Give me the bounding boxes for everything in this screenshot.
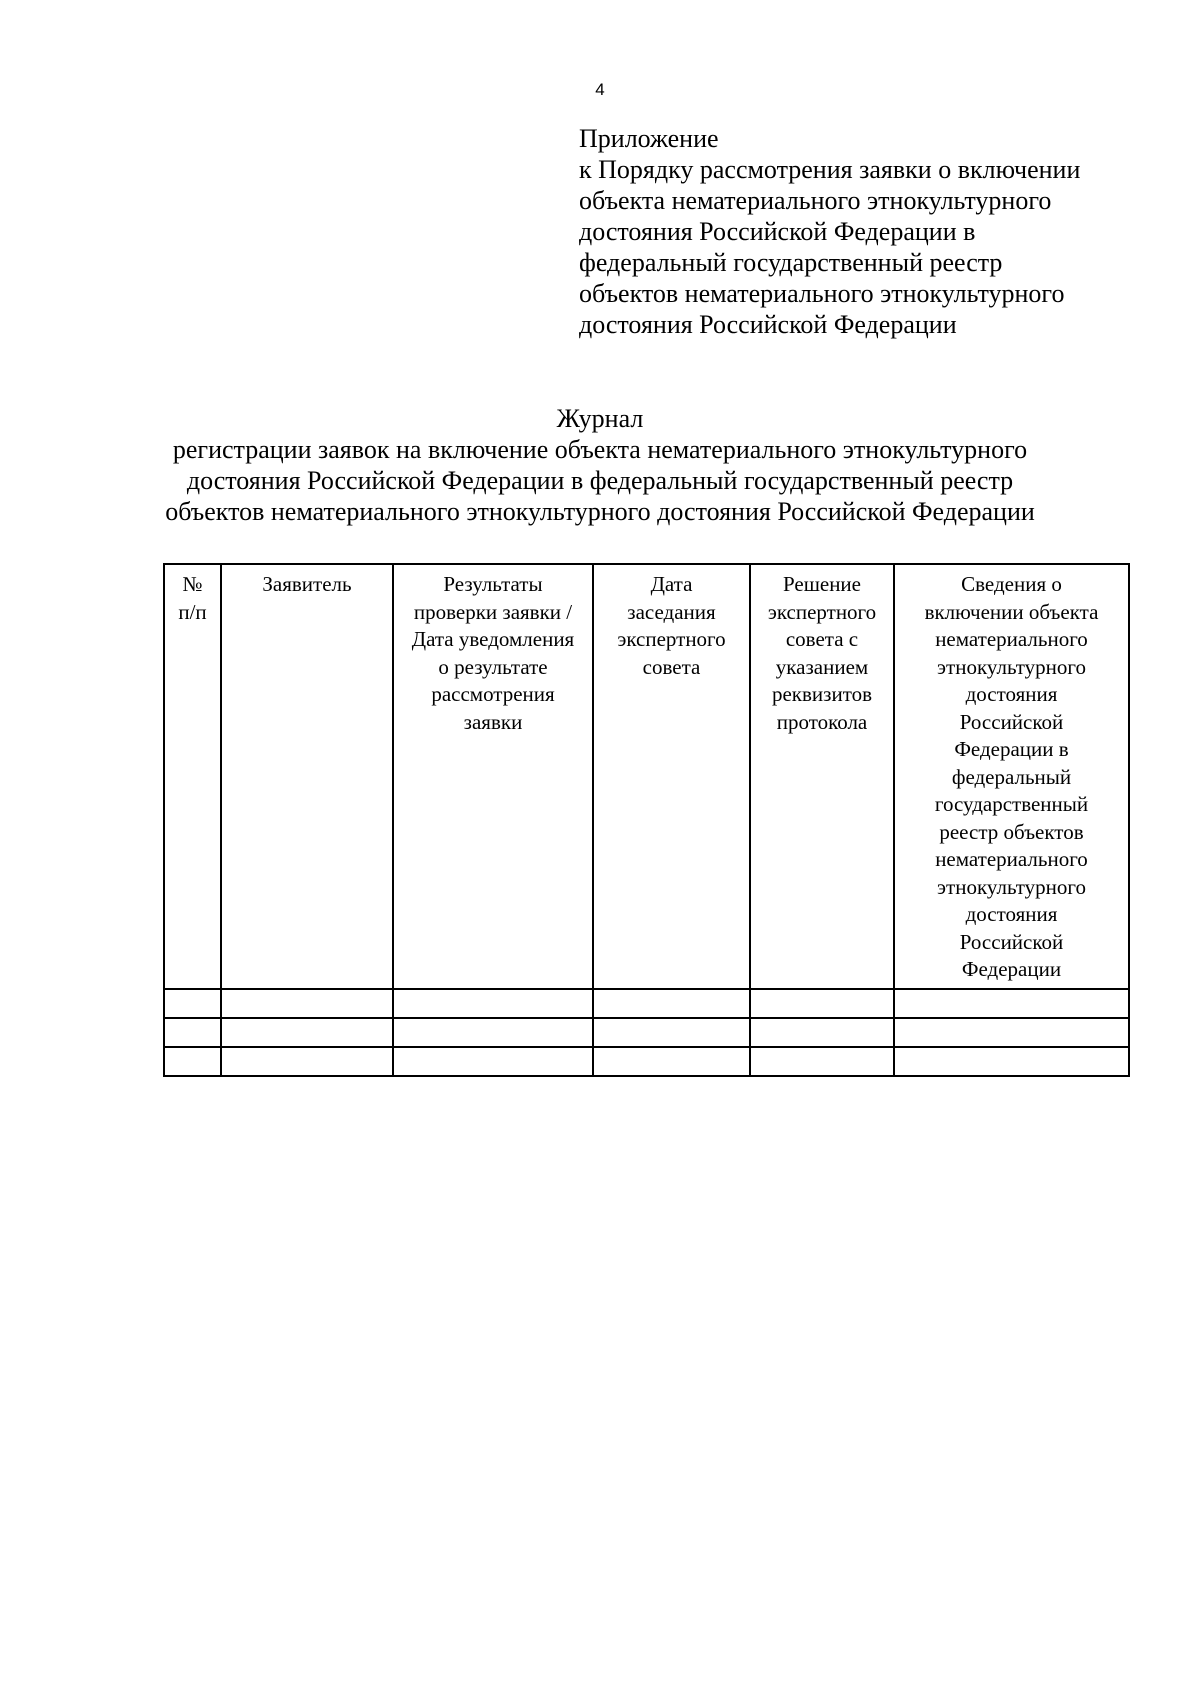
journal-title-line: достояния Российской Федерации в федеральный государственный реестр <box>186 466 1014 495</box>
column-header-line: указанием <box>775 654 869 679</box>
table-cell <box>894 989 1129 1018</box>
appendix-line: к Порядку рассмотрения заявки о включении <box>579 155 1081 184</box>
column-header-line: Дата <box>650 572 693 596</box>
column-header-meeting-date <box>593 564 750 989</box>
column-header-line: Российской <box>959 929 1064 954</box>
page-number: 4 <box>595 80 605 99</box>
appendix-line: федеральный государственный реестр <box>579 248 1003 277</box>
column-header-line: экспертного <box>767 599 877 624</box>
table-row <box>164 1018 1129 1047</box>
column-header-line: Заявитель <box>262 572 352 596</box>
column-header-line: совета <box>642 654 701 679</box>
column-header-number <box>164 564 221 989</box>
journal-title-line: регистрации заявок на включение объекта нематериального этнокультурного <box>172 435 1028 464</box>
journal-title-line: Журнал <box>556 404 644 433</box>
column-header-registry-info <box>894 564 1129 989</box>
table-cell <box>750 1018 894 1047</box>
column-header-line: совета с <box>785 627 859 651</box>
table-cell <box>894 1018 1129 1047</box>
table-header-row <box>164 564 1129 989</box>
appendix-line: Приложение <box>579 124 719 153</box>
column-header-council-decision <box>750 564 894 989</box>
column-header-line: п/п <box>178 599 207 624</box>
appendix-line: объектов нематериального этнокультурного <box>579 279 1065 308</box>
appendix-line: достояния Российской Федерации в <box>579 217 976 246</box>
column-header-line: Сведения о <box>961 572 1062 596</box>
journal-title <box>0 403 1200 527</box>
table-cell <box>894 1047 1129 1076</box>
table-cell <box>164 989 221 1018</box>
column-header-line: Российской <box>959 709 1064 734</box>
table-cell <box>393 989 593 1018</box>
column-header-line: заявки <box>463 709 523 734</box>
column-header-line: о результате <box>438 654 548 679</box>
column-header-line: Дата уведомления <box>411 627 575 651</box>
table-row <box>164 1047 1129 1076</box>
column-header-line: № <box>182 572 203 596</box>
table-cell <box>164 1047 221 1076</box>
column-header-line: достояния <box>965 682 1058 706</box>
column-header-line: Решение <box>782 572 861 596</box>
column-header-line: экспертного <box>617 627 726 651</box>
column-header-applicant <box>221 564 393 989</box>
table-cell <box>164 1018 221 1047</box>
column-header-line: этнокультурного <box>937 874 1086 899</box>
appendix-note <box>579 123 1139 340</box>
column-header-line: реквизитов <box>771 682 873 706</box>
table-cell <box>593 989 750 1018</box>
column-header-line: заседания <box>627 599 716 624</box>
column-header-line: проверки заявки / <box>413 599 573 624</box>
column-header-line: Федерации <box>961 957 1062 981</box>
table-row <box>164 989 1129 1018</box>
column-header-line: Федерации в <box>954 737 1069 761</box>
column-header-line: федеральный <box>951 764 1072 789</box>
table-cell <box>750 1047 894 1076</box>
column-header-check-results <box>393 564 593 989</box>
appendix-line: объекта нематериального этнокультурного <box>579 186 1052 215</box>
column-header-line: включении объекта <box>924 599 1099 624</box>
column-header-line: рассмотрения <box>431 682 555 706</box>
table-cell <box>593 1018 750 1047</box>
column-header-line: Результаты <box>443 572 543 596</box>
appendix-line: достояния Российской Федерации <box>579 310 957 339</box>
table-cell <box>221 1047 393 1076</box>
table-cell <box>593 1047 750 1076</box>
table-cell <box>393 1047 593 1076</box>
column-header-line: нематериального <box>935 847 1088 871</box>
table-cell <box>750 989 894 1018</box>
column-header-line: государственный <box>934 792 1089 816</box>
table-cell <box>221 1018 393 1047</box>
registration-journal-table <box>163 563 1130 1077</box>
column-header-line: протокола <box>776 709 868 734</box>
column-header-line: нематериального <box>935 627 1088 651</box>
column-header-line: достояния <box>965 902 1058 926</box>
table-cell <box>221 989 393 1018</box>
column-header-line: реестр объектов <box>939 819 1084 844</box>
column-header-line: этнокультурного <box>937 654 1086 679</box>
table-cell <box>393 1018 593 1047</box>
journal-title-line: объектов нематериального этнокультурного достояния Российской Федерации <box>165 497 1035 526</box>
